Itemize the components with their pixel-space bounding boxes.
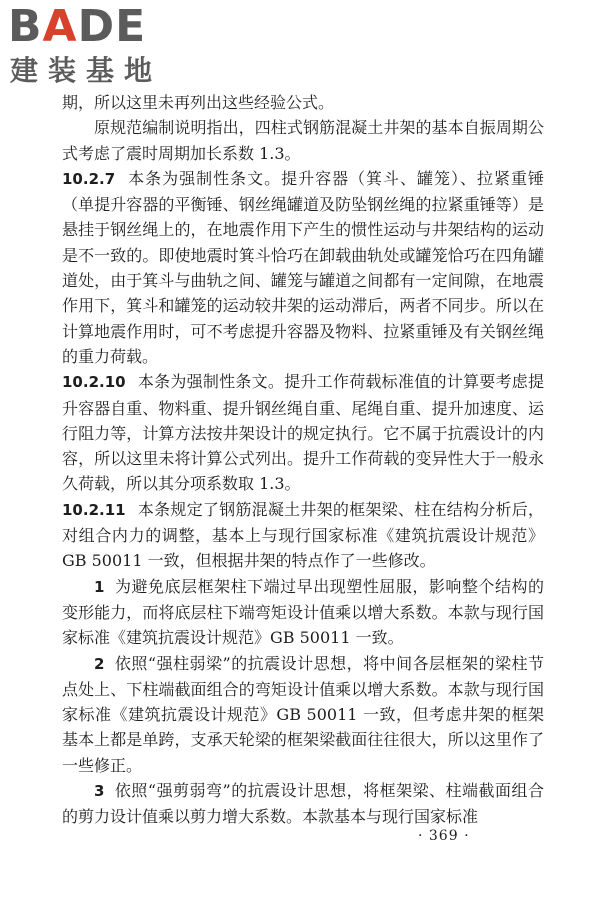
paragraph-text: 依照“强剪弱弯”的抗震设计思想，将框架梁、柱端截面组合的剪力设计值乘以剪力增大系数。本款基本与现行国家标准 xyxy=(62,781,544,827)
paragraph-text: 本条为强制性条文。提升工作荷载标准值的计算要考虑提升容器自重、物料重、提升钢丝绳自重、尾绳自重、提升加速度、运行阻力等，计算方法按井架设计的规定执行。它不属于抗震设计的内容，所以这里未将计算公式列出。提升工作荷载的变异性大于一般永久荷载，所以其分项系数取 1.3。 xyxy=(62,372,544,494)
paragraph-text: 原规范编制说明指出，四柱式钢筋混凝土井架的基本自振周期公式考虑了震时周期加长系数 1.3。 xyxy=(62,118,544,163)
clause-number: 10.2.7 xyxy=(62,169,116,188)
paragraph-text: 期，所以这里未再列出这些经验公式。 xyxy=(62,93,335,112)
clause-paragraph xyxy=(62,497,544,574)
logo-subtitle: 建装基地 xyxy=(10,54,163,87)
document-body xyxy=(62,90,544,830)
body-paragraph xyxy=(62,115,544,166)
page-number: · 369 · xyxy=(418,828,470,844)
clause-number: 10.2.11 xyxy=(62,500,126,519)
item-number: 2 xyxy=(94,654,105,673)
list-item xyxy=(62,574,544,651)
list-item xyxy=(62,778,544,830)
body-paragraph xyxy=(62,90,544,115)
item-number: 3 xyxy=(94,782,105,801)
paragraph-text: 本条为强制性条文。提升容器（箕斗、罐笼）、拉紧重锤（单提升容器的平衡锤、钢丝绳罐道及防坠钢丝绳的拉紧重锤等）是悬挂于钢丝绳上的，在地震作用下产生的惯性运动与井架结构的运动是不一致的。即使地震时箕斗恰巧在卸载曲轨处或罐笼恰巧在四角罐道处，由于箕斗与曲轨之间、罐笼与罐道之间都有一定间隙，在地震作用下，箕斗和罐笼的运动较井架的运动滞后，两者不同步。所以在计算地震作用时，可不考虑提升容器及物料、拉紧重锤及有关钢丝绳的重力荷载。 xyxy=(62,168,544,366)
clause-paragraph xyxy=(62,166,544,369)
clause-paragraph xyxy=(62,369,544,496)
clause-number: 10.2.10 xyxy=(62,373,126,392)
item-number: 1 xyxy=(94,577,105,596)
list-item xyxy=(62,651,544,778)
paragraph-text: 为避免底层框架柱下端过早出现塑性屈服，影响整个结构的变形能力，而将底层柱下端弯矩设计值乘以增大系数。本款与现行国家标准《建筑抗震设计规范》GB 50011 一致。 xyxy=(62,576,544,648)
paragraph-text: 依照“强柱弱梁”的抗震设计思想，将中间各层框架的梁柱节点处上、下柱端截面组合的弯矩设计值乘以增大系数。本款与现行国家标准《建筑抗震设计规范》GB 50011 一致，但考虑井架的框架基本上都是单跨，支承天轮梁的框架梁截面往往很大，所以这里作了一些修正。 xyxy=(62,653,544,775)
logo-wordmark: BADE xyxy=(8,1,147,52)
paragraph-text: 本条规定了钢筋混凝土井架的框架梁、柱在结构分析后，对组合内力的调整，基本上与现行国家标准《建筑抗震设计规范》GB 50011 一致，但根据井架的特点作了一些修改。 xyxy=(62,499,544,571)
publisher-logo xyxy=(8,1,183,92)
